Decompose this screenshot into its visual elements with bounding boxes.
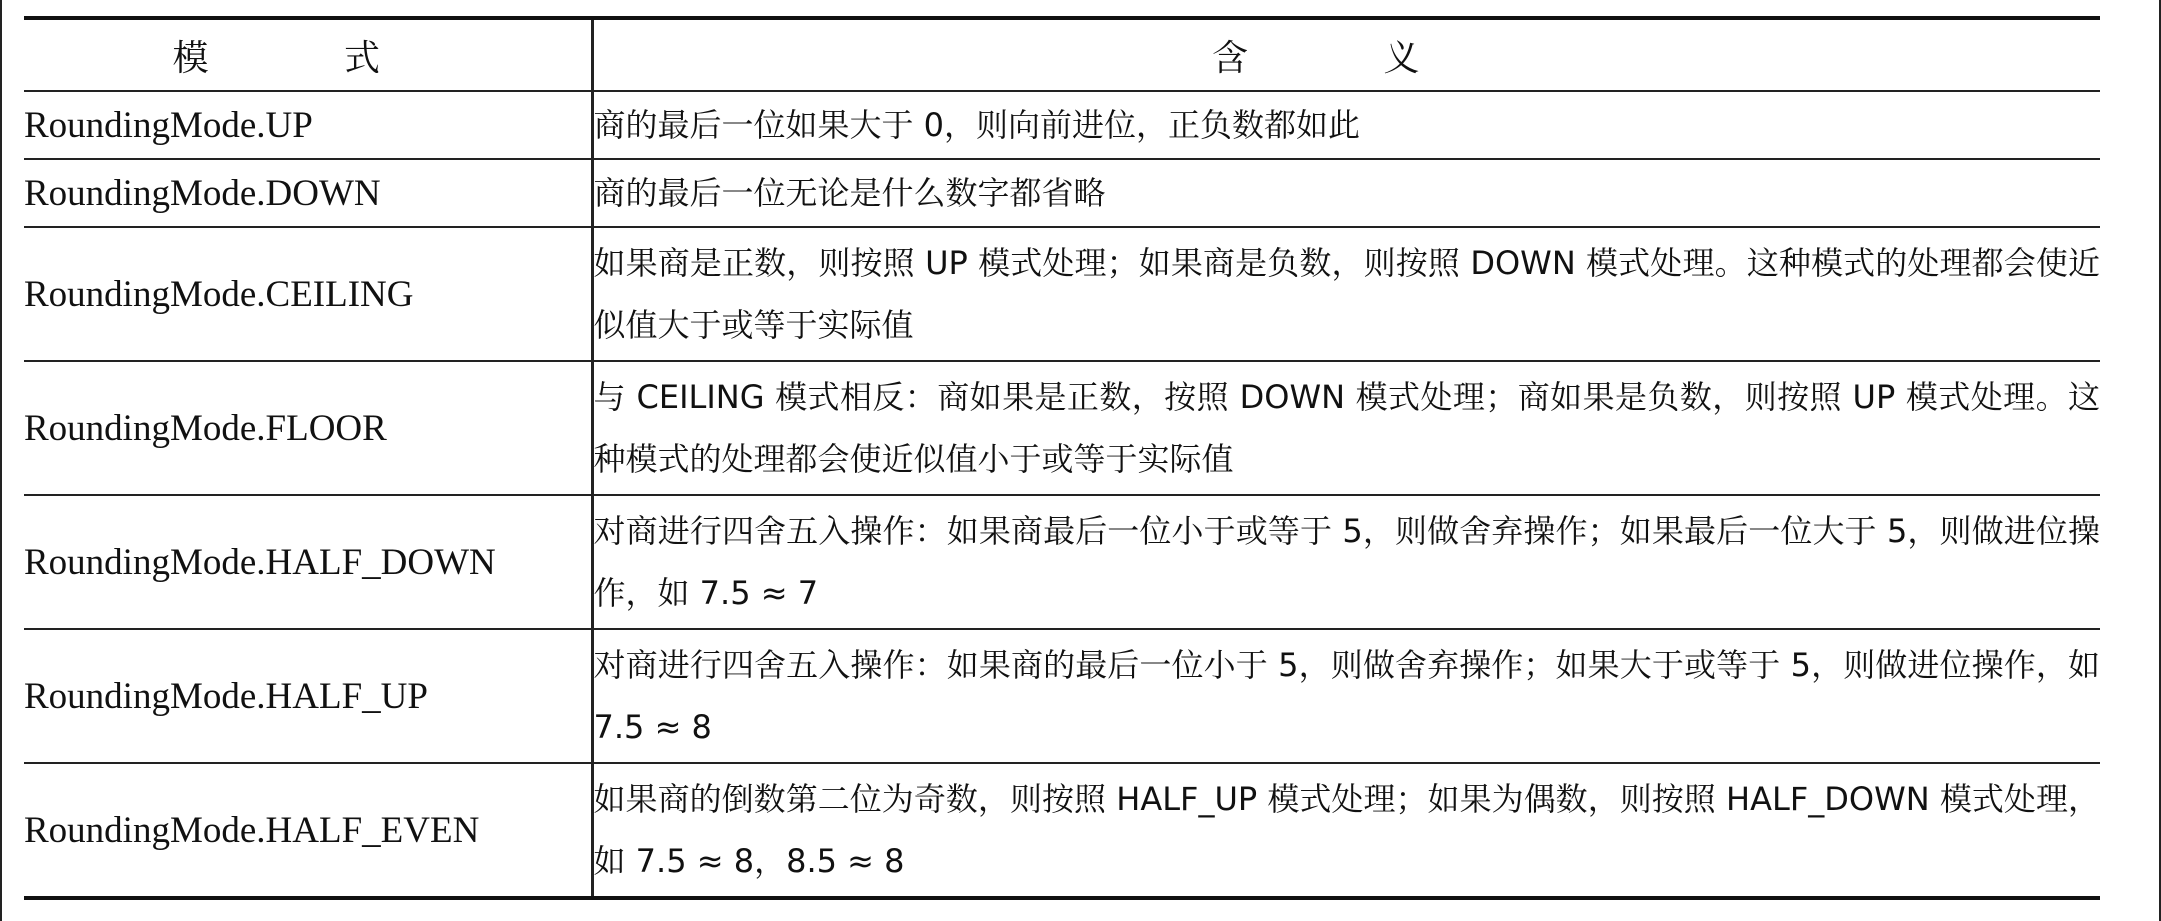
meaning-cell: 与 CEILING 模式相反：商如果是正数，按照 DOWN 模式处理；商如果是负数，则按照 UP 模式处理。这种模式的处理都会使近似值小于或等于实际值 [592,361,2100,495]
table-body [24,91,2100,898]
table-header [24,18,2100,91]
page-left-border [0,0,2,921]
meaning-cell: 商的最后一位无论是什么数字都省略 [592,159,2100,227]
header-meaning: 含 义 [592,18,2100,91]
header-row [24,18,2100,91]
mode-cell: RoundingMode.HALF_UP [24,629,592,763]
mode-cell: RoundingMode.DOWN [24,159,592,227]
mode-cell: RoundingMode.CEILING [24,227,592,361]
table-row [24,495,2100,629]
meaning-cell: 对商进行四舍五入操作：如果商最后一位小于或等于 5，则做舍弃操作；如果最后一位大于 5，则做进位操作，如 7.5 ≈ 7 [592,495,2100,629]
meaning-cell: 商的最后一位如果大于 0，则向前进位，正负数都如此 [592,91,2100,159]
mode-cell: RoundingMode.FLOOR [24,361,592,495]
header-mode: 模 式 [24,18,592,91]
table-row [24,227,2100,361]
meaning-cell: 对商进行四舍五入操作：如果商的最后一位小于 5，则做舍弃操作；如果大于或等于 5，则做进位操作，如 7.5 ≈ 8 [592,629,2100,763]
table-row [24,361,2100,495]
table-row [24,763,2100,898]
meaning-cell: 如果商的倒数第二位为奇数，则按照 HALF_UP 模式处理；如果为偶数，则按照 HALF_DOWN 模式处理，如 7.5 ≈ 8，8.5 ≈ 8 [593,780,2100,880]
meaning-cell: 如果商是正数，则按照 UP 模式处理；如果商是负数，则按照 DOWN 模式处理。这种模式的处理都会使近似值大于或等于实际值 [592,227,2100,361]
table-row [24,91,2100,159]
table-row [24,629,2100,763]
mode-cell: RoundingMode.HALF_EVEN [24,763,592,898]
mode-cell: RoundingMode.UP [24,91,592,159]
table-row [24,159,2100,227]
rounding-mode-table [24,16,2100,900]
mode-cell: RoundingMode.HALF_DOWN [24,495,592,629]
